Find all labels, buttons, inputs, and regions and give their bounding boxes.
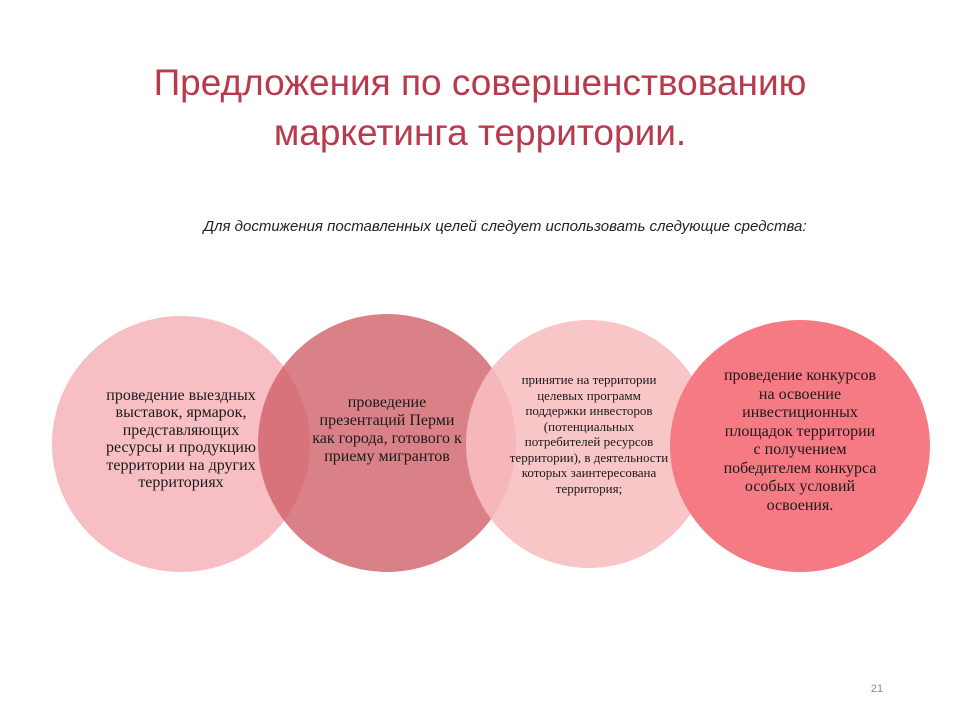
- circle-investor-programs-text: принятие на территории целевых программ поддержки инвесторов (потенциальных потребителей ресурсов территории), в деятельности которых заинтересована территория;: [509, 372, 669, 496]
- slide-subtitle: Для достижения поставленных целей следует использовать следующие средства:: [203, 218, 807, 235]
- circle-competitions-text: проведение конкурсов на освоение инвестиционных площадок территории с получением победителем конкурса особых условий освоения.: [723, 367, 877, 514]
- slide-title: Предложения по совершенствованию маркетинга территории.: [153, 62, 807, 153]
- circle-competitions: [670, 320, 930, 572]
- circle-presentations-text: проведение презентаций Перми как города, готового к приему мигрантов: [312, 394, 462, 465]
- circle-exhibitions-text: проведение выездных выставок, ярмарок, представляющих ресурсы и продукцию территории на других территориях: [106, 386, 256, 491]
- page-number: 21: [870, 683, 884, 695]
